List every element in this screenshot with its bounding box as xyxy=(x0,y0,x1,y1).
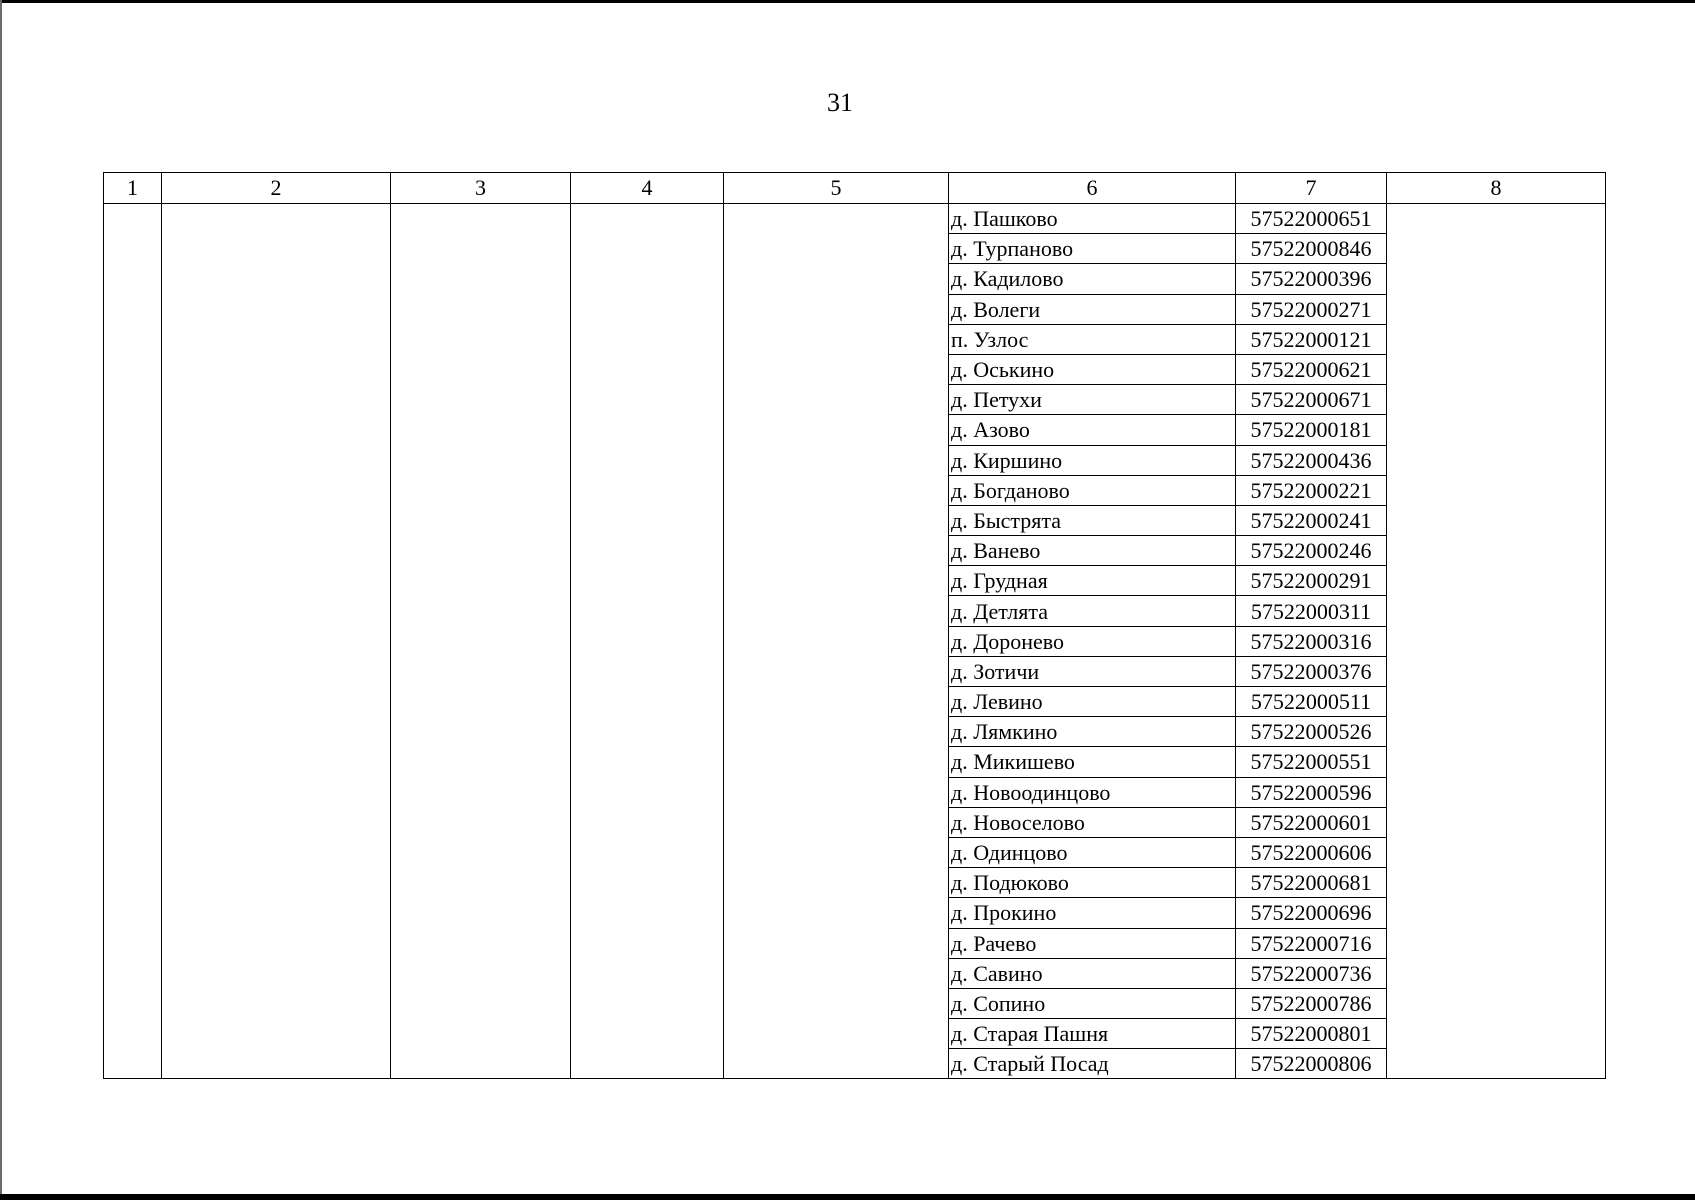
column-header-3: 3 xyxy=(391,173,571,204)
oktmo-code-cell: 57522000311 xyxy=(1236,596,1387,626)
oktmo-code-cell: 57522000246 xyxy=(1236,536,1387,566)
column-header-1: 1 xyxy=(104,173,162,204)
settlement-name-cell: д. Новоселово xyxy=(949,807,1236,837)
settlement-name-cell: п. Узлос xyxy=(949,324,1236,354)
oktmo-code-cell: 57522000241 xyxy=(1236,505,1387,535)
settlement-name-cell: д. Сопино xyxy=(949,988,1236,1018)
scan-edge-top xyxy=(0,0,1695,3)
column-header-4: 4 xyxy=(571,173,724,204)
table-row xyxy=(104,204,1606,234)
column-header-7: 7 xyxy=(1236,173,1387,204)
oktmo-code-cell: 57522000716 xyxy=(1236,928,1387,958)
oktmo-code-cell: 57522000846 xyxy=(1236,234,1387,264)
settlement-name-cell: д. Савино xyxy=(949,958,1236,988)
column-4-cell xyxy=(571,204,724,1079)
oktmo-code-cell: 57522000681 xyxy=(1236,868,1387,898)
settlement-name-cell: д. Пашково xyxy=(949,204,1236,234)
oktmo-code-cell: 57522000786 xyxy=(1236,988,1387,1018)
oktmo-code-cell: 57522000221 xyxy=(1236,475,1387,505)
column-header-2: 2 xyxy=(162,173,391,204)
settlement-name-cell: д. Грудная xyxy=(949,566,1236,596)
settlement-name-cell: д. Старый Посад xyxy=(949,1049,1236,1079)
column-header-8: 8 xyxy=(1387,173,1606,204)
column-3-cell xyxy=(391,204,571,1079)
settlement-name-cell: д. Прокино xyxy=(949,898,1236,928)
oktmo-code-cell: 57522000606 xyxy=(1236,837,1387,867)
page-number: 31 xyxy=(827,88,853,117)
settlement-name-cell: д. Петухи xyxy=(949,385,1236,415)
settlement-name-cell: д. Рачево xyxy=(949,928,1236,958)
oktmo-code-cell: 57522000551 xyxy=(1236,747,1387,777)
settlements-table xyxy=(103,172,1606,1079)
oktmo-code-cell: 57522000696 xyxy=(1236,898,1387,928)
settlement-name-cell: д. Старая Пашня xyxy=(949,1019,1236,1049)
settlement-name-cell: д. Азово xyxy=(949,415,1236,445)
settlement-name-cell: д. Лямкино xyxy=(949,717,1236,747)
oktmo-code-cell: 57522000271 xyxy=(1236,294,1387,324)
oktmo-code-cell: 57522000526 xyxy=(1236,717,1387,747)
oktmo-code-cell: 57522000376 xyxy=(1236,656,1387,686)
scan-edge-left xyxy=(0,0,2,1200)
oktmo-code-cell: 57522000181 xyxy=(1236,415,1387,445)
settlement-name-cell: д. Быстрята xyxy=(949,505,1236,535)
column-1-cell xyxy=(104,204,162,1079)
column-8-cell xyxy=(1387,204,1606,1079)
oktmo-code-cell: 57522000601 xyxy=(1236,807,1387,837)
oktmo-code-cell: 57522000511 xyxy=(1236,687,1387,717)
settlement-name-cell: д. Подюково xyxy=(949,868,1236,898)
settlement-name-cell: д. Волеги xyxy=(949,294,1236,324)
oktmo-code-cell: 57522000316 xyxy=(1236,626,1387,656)
column-2-cell xyxy=(162,204,391,1079)
oktmo-code-cell: 57522000736 xyxy=(1236,958,1387,988)
table-header-row xyxy=(104,173,1606,204)
column-header-6: 6 xyxy=(949,173,1236,204)
scan-edge-bottom xyxy=(0,1194,1695,1200)
settlement-name-cell: д. Киршино xyxy=(949,445,1236,475)
settlement-name-cell: д. Зотичи xyxy=(949,656,1236,686)
oktmo-code-cell: 57522000596 xyxy=(1236,777,1387,807)
settlement-name-cell: д. Доронево xyxy=(949,626,1236,656)
oktmo-code-cell: 57522000671 xyxy=(1236,385,1387,415)
oktmo-code-cell: 57522000291 xyxy=(1236,566,1387,596)
oktmo-code-cell: 57522000651 xyxy=(1236,204,1387,234)
oktmo-code-cell: 57522000396 xyxy=(1236,264,1387,294)
oktmo-code-cell: 57522000806 xyxy=(1236,1049,1387,1079)
table-body xyxy=(104,204,1606,1079)
settlement-name-cell: д. Кадилово xyxy=(949,264,1236,294)
oktmo-code-cell: 57522000801 xyxy=(1236,1019,1387,1049)
settlement-name-cell: д. Одинцово xyxy=(949,837,1236,867)
settlement-name-cell: д. Турпаново xyxy=(949,234,1236,264)
oktmo-code-cell: 57522000121 xyxy=(1236,324,1387,354)
settlement-name-cell: д. Левино xyxy=(949,687,1236,717)
settlement-name-cell: д. Детлята xyxy=(949,596,1236,626)
settlement-name-cell: д. Богданово xyxy=(949,475,1236,505)
oktmo-code-cell: 57522000436 xyxy=(1236,445,1387,475)
oktmo-code-cell: 57522000621 xyxy=(1236,354,1387,384)
column-5-cell xyxy=(724,204,949,1079)
settlement-name-cell: д. Микишево xyxy=(949,747,1236,777)
column-header-5: 5 xyxy=(724,173,949,204)
settlement-name-cell: д. Оськино xyxy=(949,354,1236,384)
settlement-name-cell: д. Новоодинцово xyxy=(949,777,1236,807)
settlement-name-cell: д. Ванево xyxy=(949,536,1236,566)
